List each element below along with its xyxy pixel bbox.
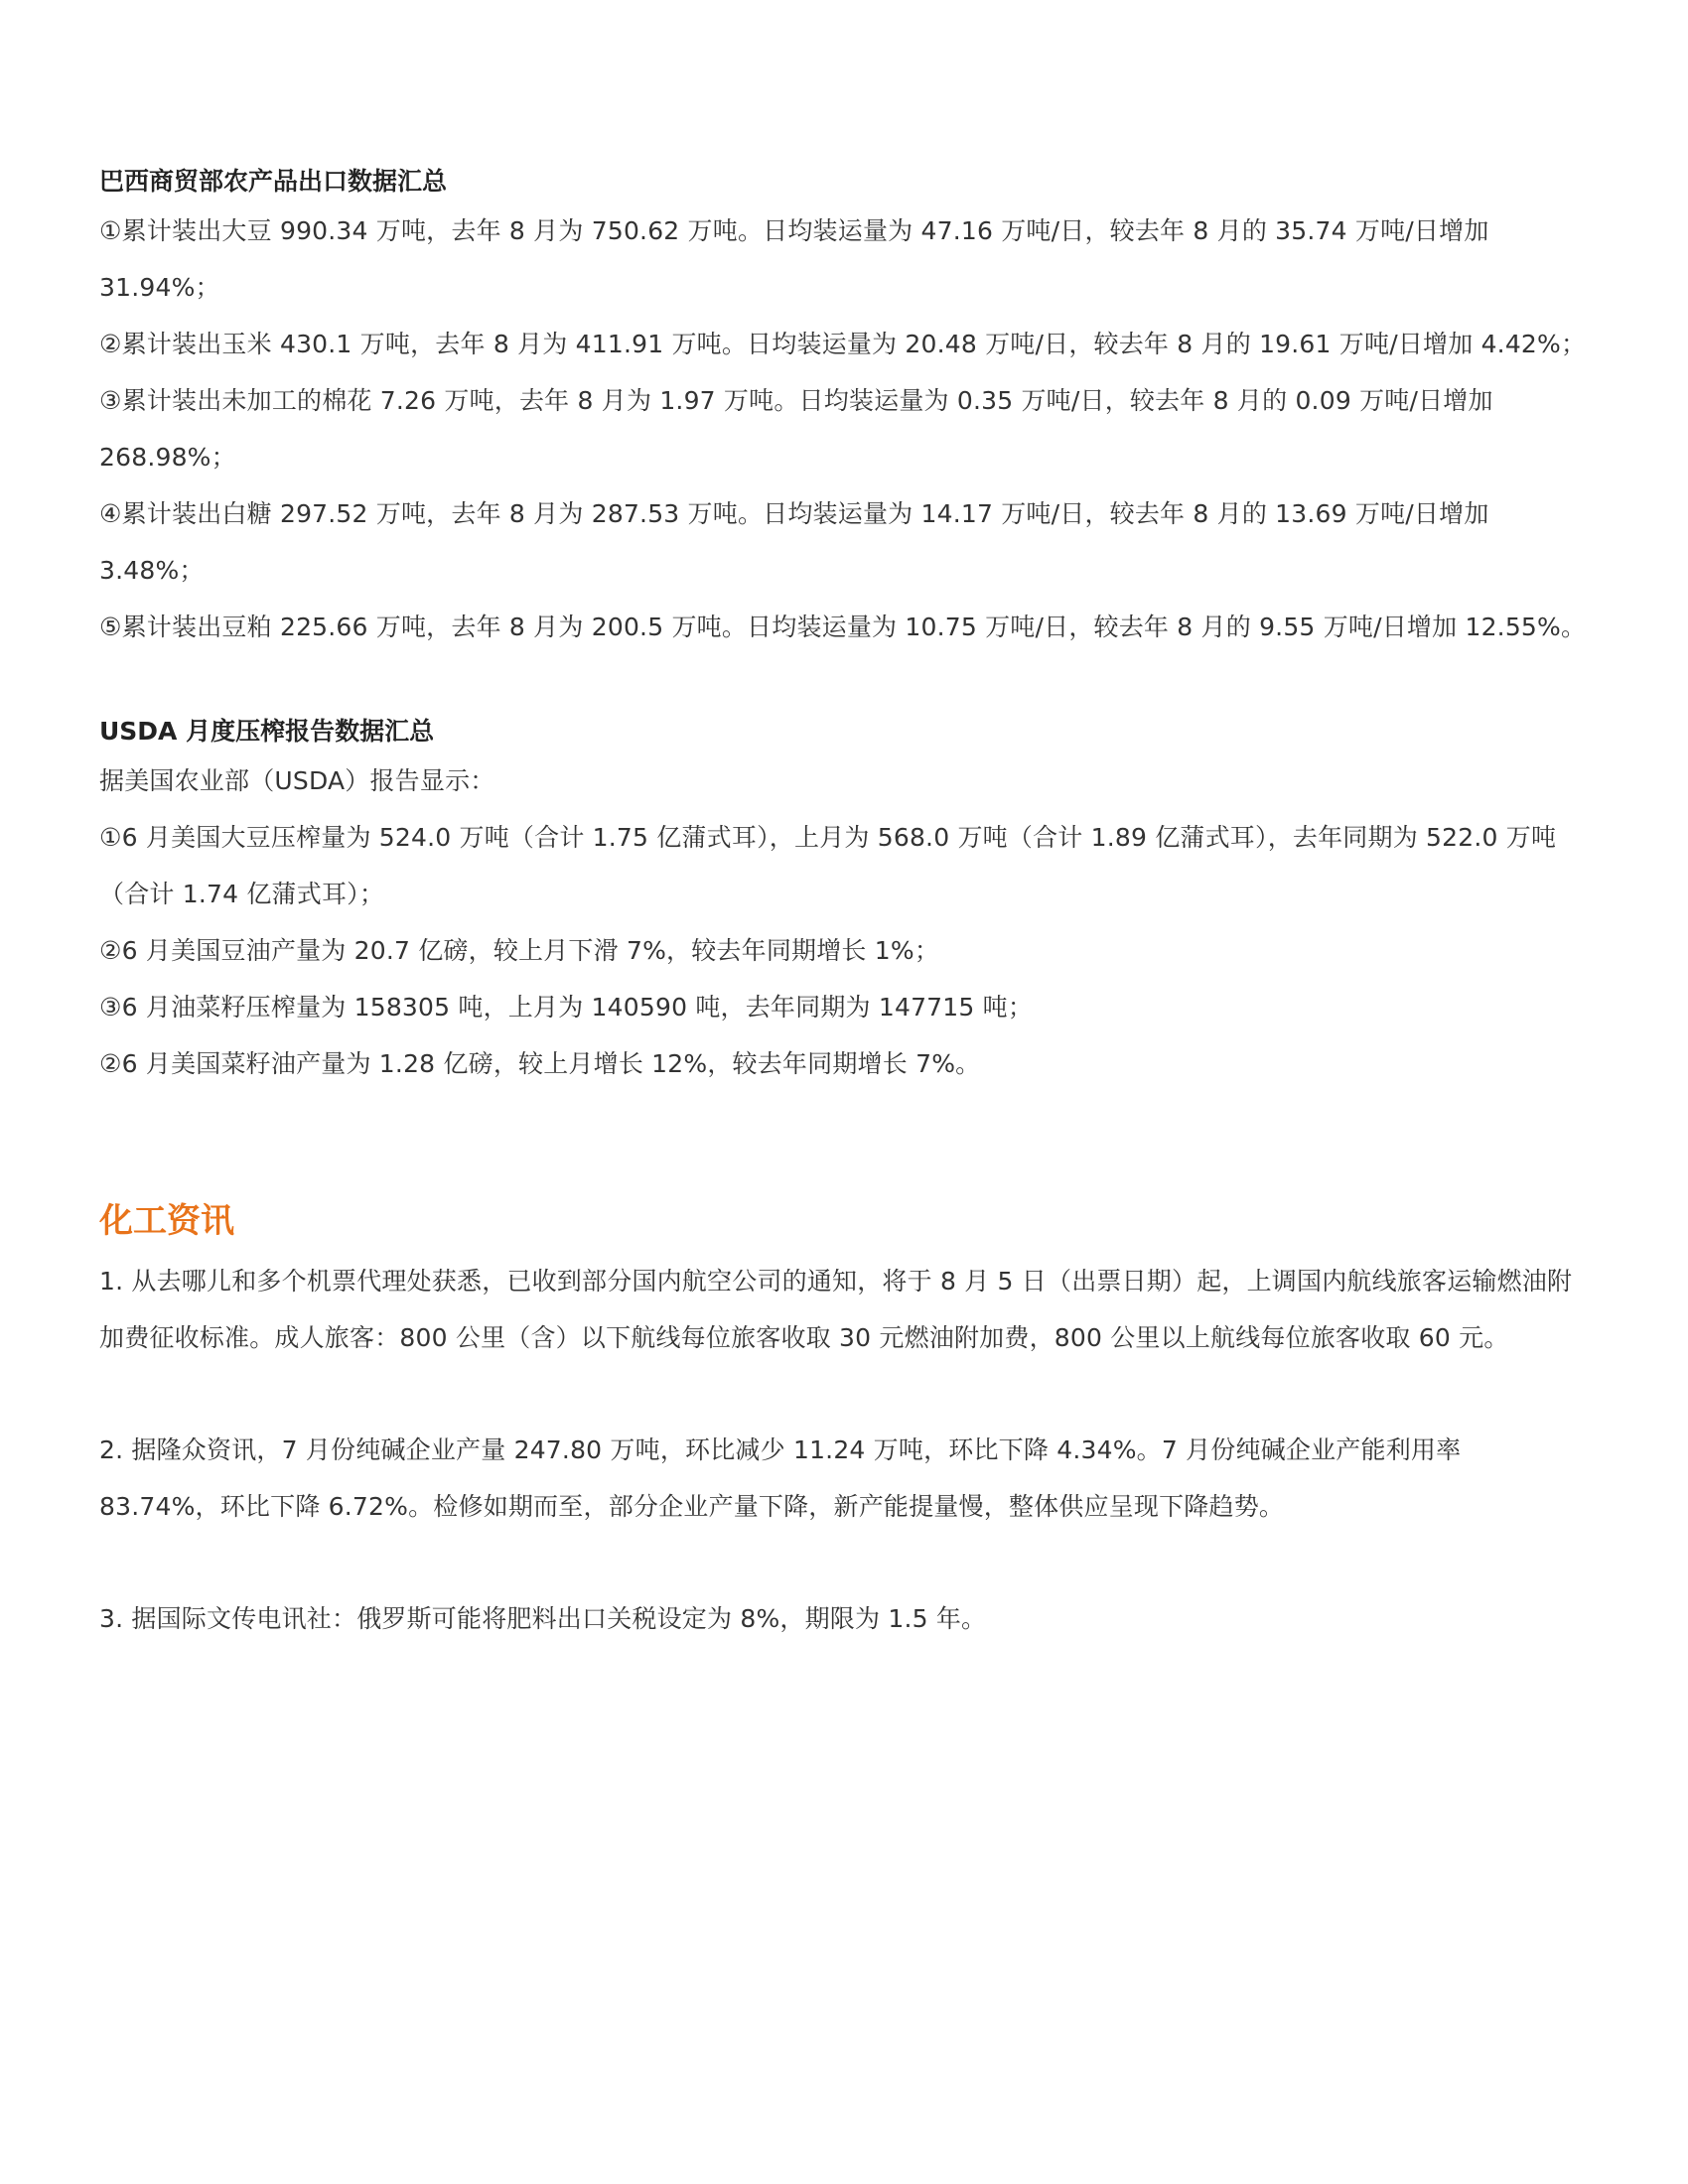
brazil-item-corn: ②累计装出玉米 430.1 万吨，去年 8 月为 411.91 万吨。日均装运量为 20.48 万吨/日，较去年 8 月的 19.61 万吨/日增加 4.42%； (99, 330, 1587, 358)
usda-item-soy-oil: ②6 月美国豆油产量为 20.7 亿磅，较上月下滑 7%，较去年同期增长 1%； (99, 936, 940, 965)
brazil-item-cotton: ③累计装出未加工的棉花 7.26 万吨，去年 8 月为 1.97 万吨。日均装运量为 0.35 万吨/日，较去年 8 月的 0.09 万吨/日增加 268.98%； (99, 386, 1493, 472)
brazil-item-soymeal: ⑤累计装出豆粕 225.66 万吨，去年 8 月为 200.5 万吨。日均装运量为 10.75 万吨/日，较去年 8 月的 9.55 万吨/日增加 12.55%。 (99, 613, 1587, 641)
chemical-news-item-3: 3. 据国际文传电讯社：俄罗斯可能将肥料出口关税设定为 8%，期限为 1.5 年。 (99, 1604, 987, 1633)
brazil-item-sugar: ④累计装出白糖 297.52 万吨，去年 8 月为 287.53 万吨。日均装运量为 14.17 万吨/日，较去年 8 月的 13.69 万吨/日增加 3.48%； (99, 499, 1489, 585)
usda-item-rapeseed-crush: ③6 月油菜籽压榨量为 158305 吨，上月为 140590 吨，去年同期为 147715 吨； (99, 993, 1034, 1022)
brazil-item-soybean: ①累计装出大豆 990.34 万吨，去年 8 月为 750.62 万吨。日均装运量为 47.16 万吨/日，较去年 8 月的 35.74 万吨/日增加 31.94%； (99, 216, 1489, 302)
brazil-export-section (99, 161, 1589, 655)
paragraph-spacer (99, 1366, 1589, 1422)
chemical-news-item-2: 2. 据隆众资讯，7 月份纯碱企业产量 247.80 万吨，环比减少 11.24 万吨，环比下降 4.34%。7 月份纯碱企业产能利用率 83.74%，环比下降 6.72%。检修如期而至，部分企业产量下降，新产能提量慢，整体供应呈现下降趋势。 (99, 1435, 1462, 1521)
brazil-export-heading: 巴西商贸部农产品出口数据汇总 (99, 167, 448, 196)
usda-crush-heading: USDA 月度压榨报告数据汇总 (99, 717, 435, 746)
usda-item-soy-crush: ①6 月美国大豆压榨量为 524.0 万吨（合计 1.75 亿蒲式耳），上月为 568.0 万吨（合计 1.89 亿蒲式耳），去年同期为 522.0 万吨（合计 1.74 亿蒲式耳）； (99, 823, 1557, 908)
chemical-news-section (99, 1191, 1589, 1647)
usda-intro: 据美国农业部（USDA）报告显示： (99, 766, 495, 795)
document-page (99, 161, 1589, 1647)
section-spacer (99, 1092, 1589, 1191)
usda-item-rapeseed-oil: ②6 月美国菜籽油产量为 1.28 亿磅，较上月增长 12%，较去年同期增长 7%。 (99, 1049, 981, 1078)
usda-crush-section (99, 711, 1589, 1092)
chemical-news-title: 化工资讯 (99, 1201, 234, 1241)
chemical-news-item-1: 1. 从去哪儿和多个机票代理处获悉，已收到部分国内航空公司的通知，将于 8 月 5 日（出票日期）起，上调国内航线旅客运输燃油附加费征收标准。成人旅客：800 公里（含）以下航线每位旅客收取 30 元燃油附加费，800 公里以上航线每位旅客收取 60 元。 (99, 1267, 1573, 1352)
section-spacer (99, 655, 1589, 711)
paragraph-spacer (99, 1535, 1589, 1590)
